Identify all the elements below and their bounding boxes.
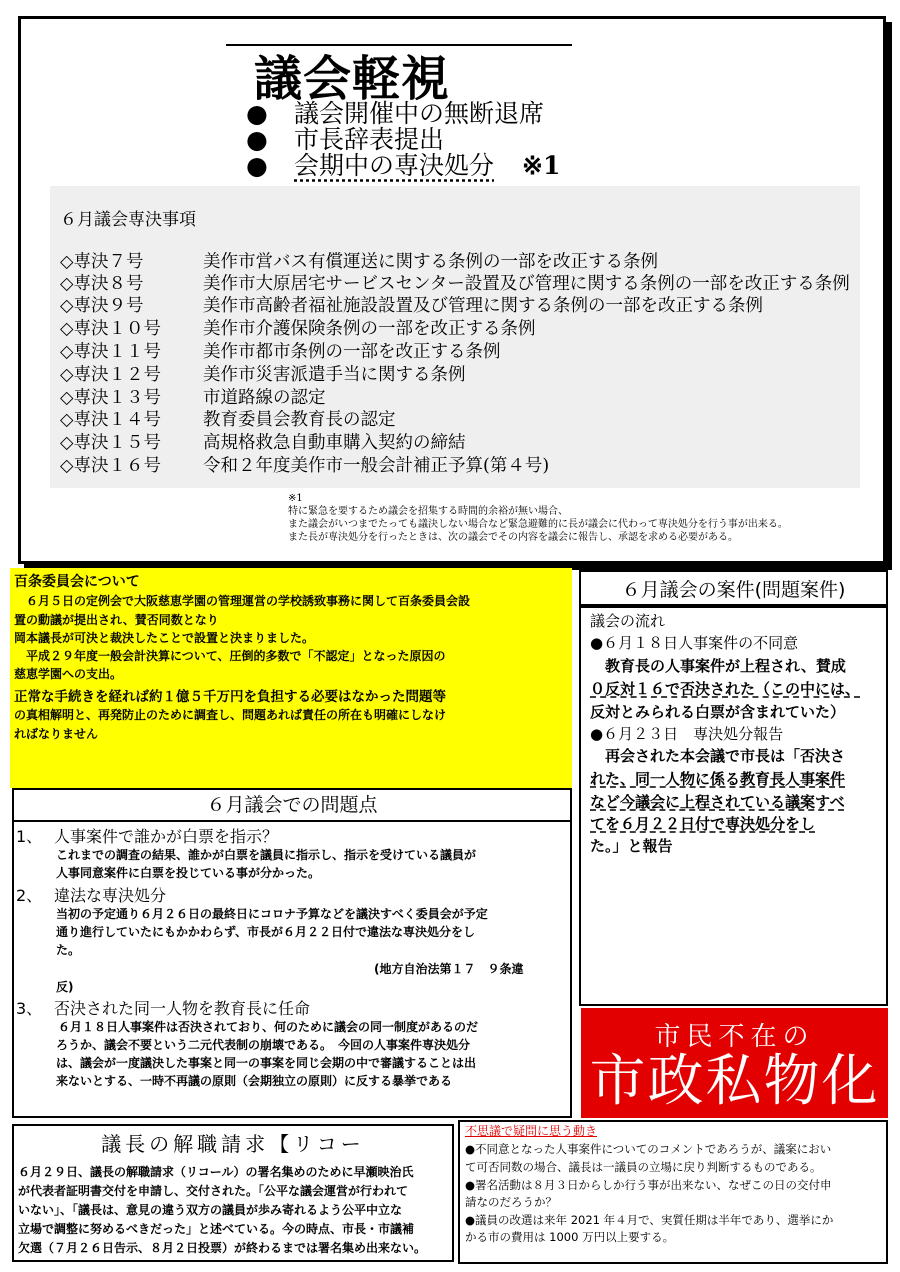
- issue-heading: 3、 否決された同一人物を教育長に任命: [16, 999, 311, 1018]
- issue-body: ろうか、議会不要という二元代表制の崩壊である。 今回の人事案件専決処分: [56, 1038, 471, 1052]
- event-1-line: ０反対１６で否決された（この中には、: [590, 680, 861, 698]
- issue-body: ６月１８日人事案件は否決されており、何のために議会の同一制度があるのだ: [58, 1020, 479, 1034]
- event-2-line: など今議会に上程されている議案すべ: [590, 793, 845, 811]
- recall-line: が代表者証明書交付を申請し、交付された。「公平な議会運営が行われて: [18, 1184, 409, 1198]
- questions-line: て可否同数の場合、議長は一議員の立場に戻り判断するものである。: [465, 1160, 822, 1174]
- bullet-dot-icon: ●: [246, 151, 268, 180]
- issues-divider: [12, 820, 572, 822]
- bullet-dot-icon: ●: [246, 125, 268, 154]
- decision-item: ◇専決１５号 高規格救急自動車購入契約の締結: [60, 433, 466, 453]
- issue-body: 通り進行していたにもかかわらず、市長が６月２２日付で違法な専決処分をし: [56, 925, 476, 939]
- hyakujo-line: 置の動議が提出され、賛否同数となり: [14, 613, 219, 627]
- bullet-text: 議会開催中の無断退席: [294, 99, 545, 128]
- decisions-heading: ６月議会専決事項: [60, 210, 196, 230]
- recall-line: 欠選（７月２６日告示、８月２日投票）が終わるまでは署名集め出来ない。: [18, 1241, 427, 1255]
- hyakujo-line: 慈恵学園への支出。: [14, 667, 123, 681]
- event-2-line: てを６月２２日付で専決処分をし: [590, 815, 816, 833]
- bullet-text: 市長辞表提出: [294, 125, 445, 154]
- recall-line: ６月２９日、議長の解職請求（リコール）の署名集めのために早瀬映治氏: [18, 1165, 414, 1179]
- issue-heading: 1、 人事案件で誰かが白票を指示？: [16, 827, 279, 846]
- issue-body: これまでの調査の結果、誰かが白票を議員に指示し、指示を受けている議員が: [56, 848, 477, 862]
- issue-body: 人事同意案件に白票を投じている事が分かった。: [56, 866, 321, 880]
- questions-line: かる市の費用は 1000 万円以上要する。: [465, 1230, 675, 1244]
- decision-item: ◇専決１１号 美作市都市条例の一部を改正する条例: [60, 342, 501, 362]
- issue-law-ref-end: 反): [56, 980, 74, 994]
- hyakujo-line: 平成２９年度一般会計決算について、圧倒的多数で「不認定」となった原因の: [14, 649, 446, 663]
- decision-item: ◇専決１０号 美作市介護保険条例の一部を改正する条例: [60, 319, 536, 339]
- issue-body: た。: [56, 943, 81, 957]
- hyakujo-line: ればなりません: [14, 727, 99, 741]
- hyakujo-heading: 百条委員会について: [14, 574, 140, 590]
- slogan-small: 市民不在の: [654, 1022, 815, 1052]
- recall-line: いない」、「議長は、意見の違う双方の議員が歩み寄れるよう公平中立な: [18, 1203, 403, 1217]
- questions-heading: 不思議で疑問に思う動き: [465, 1124, 598, 1138]
- decision-item: ◇専決１６号 令和２年度美作市一般会計補正予算(第４号): [60, 456, 550, 476]
- hyakujo-emphasis: 正常な手続きを経れば約１億５千万円を負担する必要はなかった問題等: [14, 689, 446, 705]
- decision-item: ◇専決９号 美作市高齢者福祉施設設置及び管理に関する条例の一部を改正する条例: [60, 296, 763, 316]
- issues-title: ６月議会での問題点: [206, 794, 378, 816]
- footnote: ※1 特に緊急を要するため議会を招集する時間的余裕が無い場合、 また議会がいつまでたっても議決しない場合など緊急避難的に長が議会に代わって専決処分を行う事が出来る。 また長が専決処分を行ったときは、次の議会でその内容を議会に報告し、承認を求める必要がある。: [288, 493, 788, 543]
- questions-line: ●署名活動は８月３日からしか行う事が出来ない、なぜこの日の交付申: [465, 1178, 832, 1192]
- event-1-line: 反対とみられる白票が含まれていた）: [590, 703, 846, 721]
- flow-label: 議会の流れ: [590, 612, 666, 630]
- bullet-text: 会期中の専決処分: [294, 151, 495, 180]
- bullet-dot-icon: ●: [246, 99, 268, 128]
- questions-line: ●不同意となった人事案件についてのコメントであろうが、議案におい: [465, 1142, 832, 1156]
- slogan-big: 市政私物化: [589, 1049, 880, 1114]
- decision-item: ◇専決１２号 美作市災害派遣手当に関する条例: [60, 365, 466, 385]
- recall-title: 議長の解職請求【リコー: [101, 1132, 365, 1156]
- footnote-mark: ※1: [522, 151, 561, 180]
- bullet-3: [246, 146, 560, 182]
- decision-item: ◇専決７号 美作市営バス有償運送に関する条例の一部を改正する条例: [60, 252, 658, 272]
- event-2-title: ●６月２３日 専決処分報告: [590, 725, 784, 743]
- issue-body: 当初の予定通り６月２６日の最終日にコロナ予算などを議決すべく委員会が予定: [56, 907, 488, 921]
- decision-item: ◇専決８号 美作市大原居宅サービスセンター設置及び管理に関する条例の一部を改正する条例: [60, 274, 850, 294]
- decision-item: ◇専決１４号 教育委員会教育長の認定: [60, 410, 396, 430]
- page-title: 議会軽視: [254, 51, 451, 107]
- event-2-line: た。」と報告: [590, 837, 673, 855]
- event-2-line: 再会された本会議で市長は「否決さ: [590, 747, 846, 765]
- event-1-line: 教育長の人事案件が上程され、賛成: [590, 657, 846, 675]
- hyakujo-line: の真相解明と、再発防止のために調査し、問題あれば責任の所在も明確にしなけ: [14, 708, 447, 722]
- event-2-line: れた、同一人物に係る教育長人事案件: [590, 770, 846, 788]
- questions-line: 請なのだろうか？: [465, 1195, 557, 1209]
- hyakujo-line: ６月５日の定例会で大阪慈恵学園の管理運営の学校誘致事務に関して百条委員会設: [14, 594, 471, 608]
- issue-body: 来ないとする、一時不再議の原則（会期独立の原則）に反する暴挙である: [56, 1074, 453, 1088]
- hyakujo-line: 岡本議長が可決と裁決したことで設置と決まりました。: [14, 631, 315, 645]
- recall-line: 立場で調整に努めるべきだった」と述べている。今の時点、市長・市議補: [18, 1222, 415, 1236]
- issue-law-ref: (地方自治法第１７ ９条違: [374, 962, 524, 976]
- issue-heading: 2、 違法な専決処分: [16, 886, 167, 905]
- questions-line: ●議員の改選は来年 2021 年４月で、実質任期は半年であり、選挙にか: [465, 1213, 834, 1227]
- issue-body: は、議会が一度議決した事案と同一の事案を同じ会期の中で審議することは出: [56, 1056, 477, 1070]
- cases-title: ６月議会の案件(問題案件): [621, 579, 846, 601]
- decision-item: ◇専決１３号 市道路線の認定: [60, 388, 326, 408]
- event-1-title: ●６月１８日人事案件の不同意: [590, 634, 799, 652]
